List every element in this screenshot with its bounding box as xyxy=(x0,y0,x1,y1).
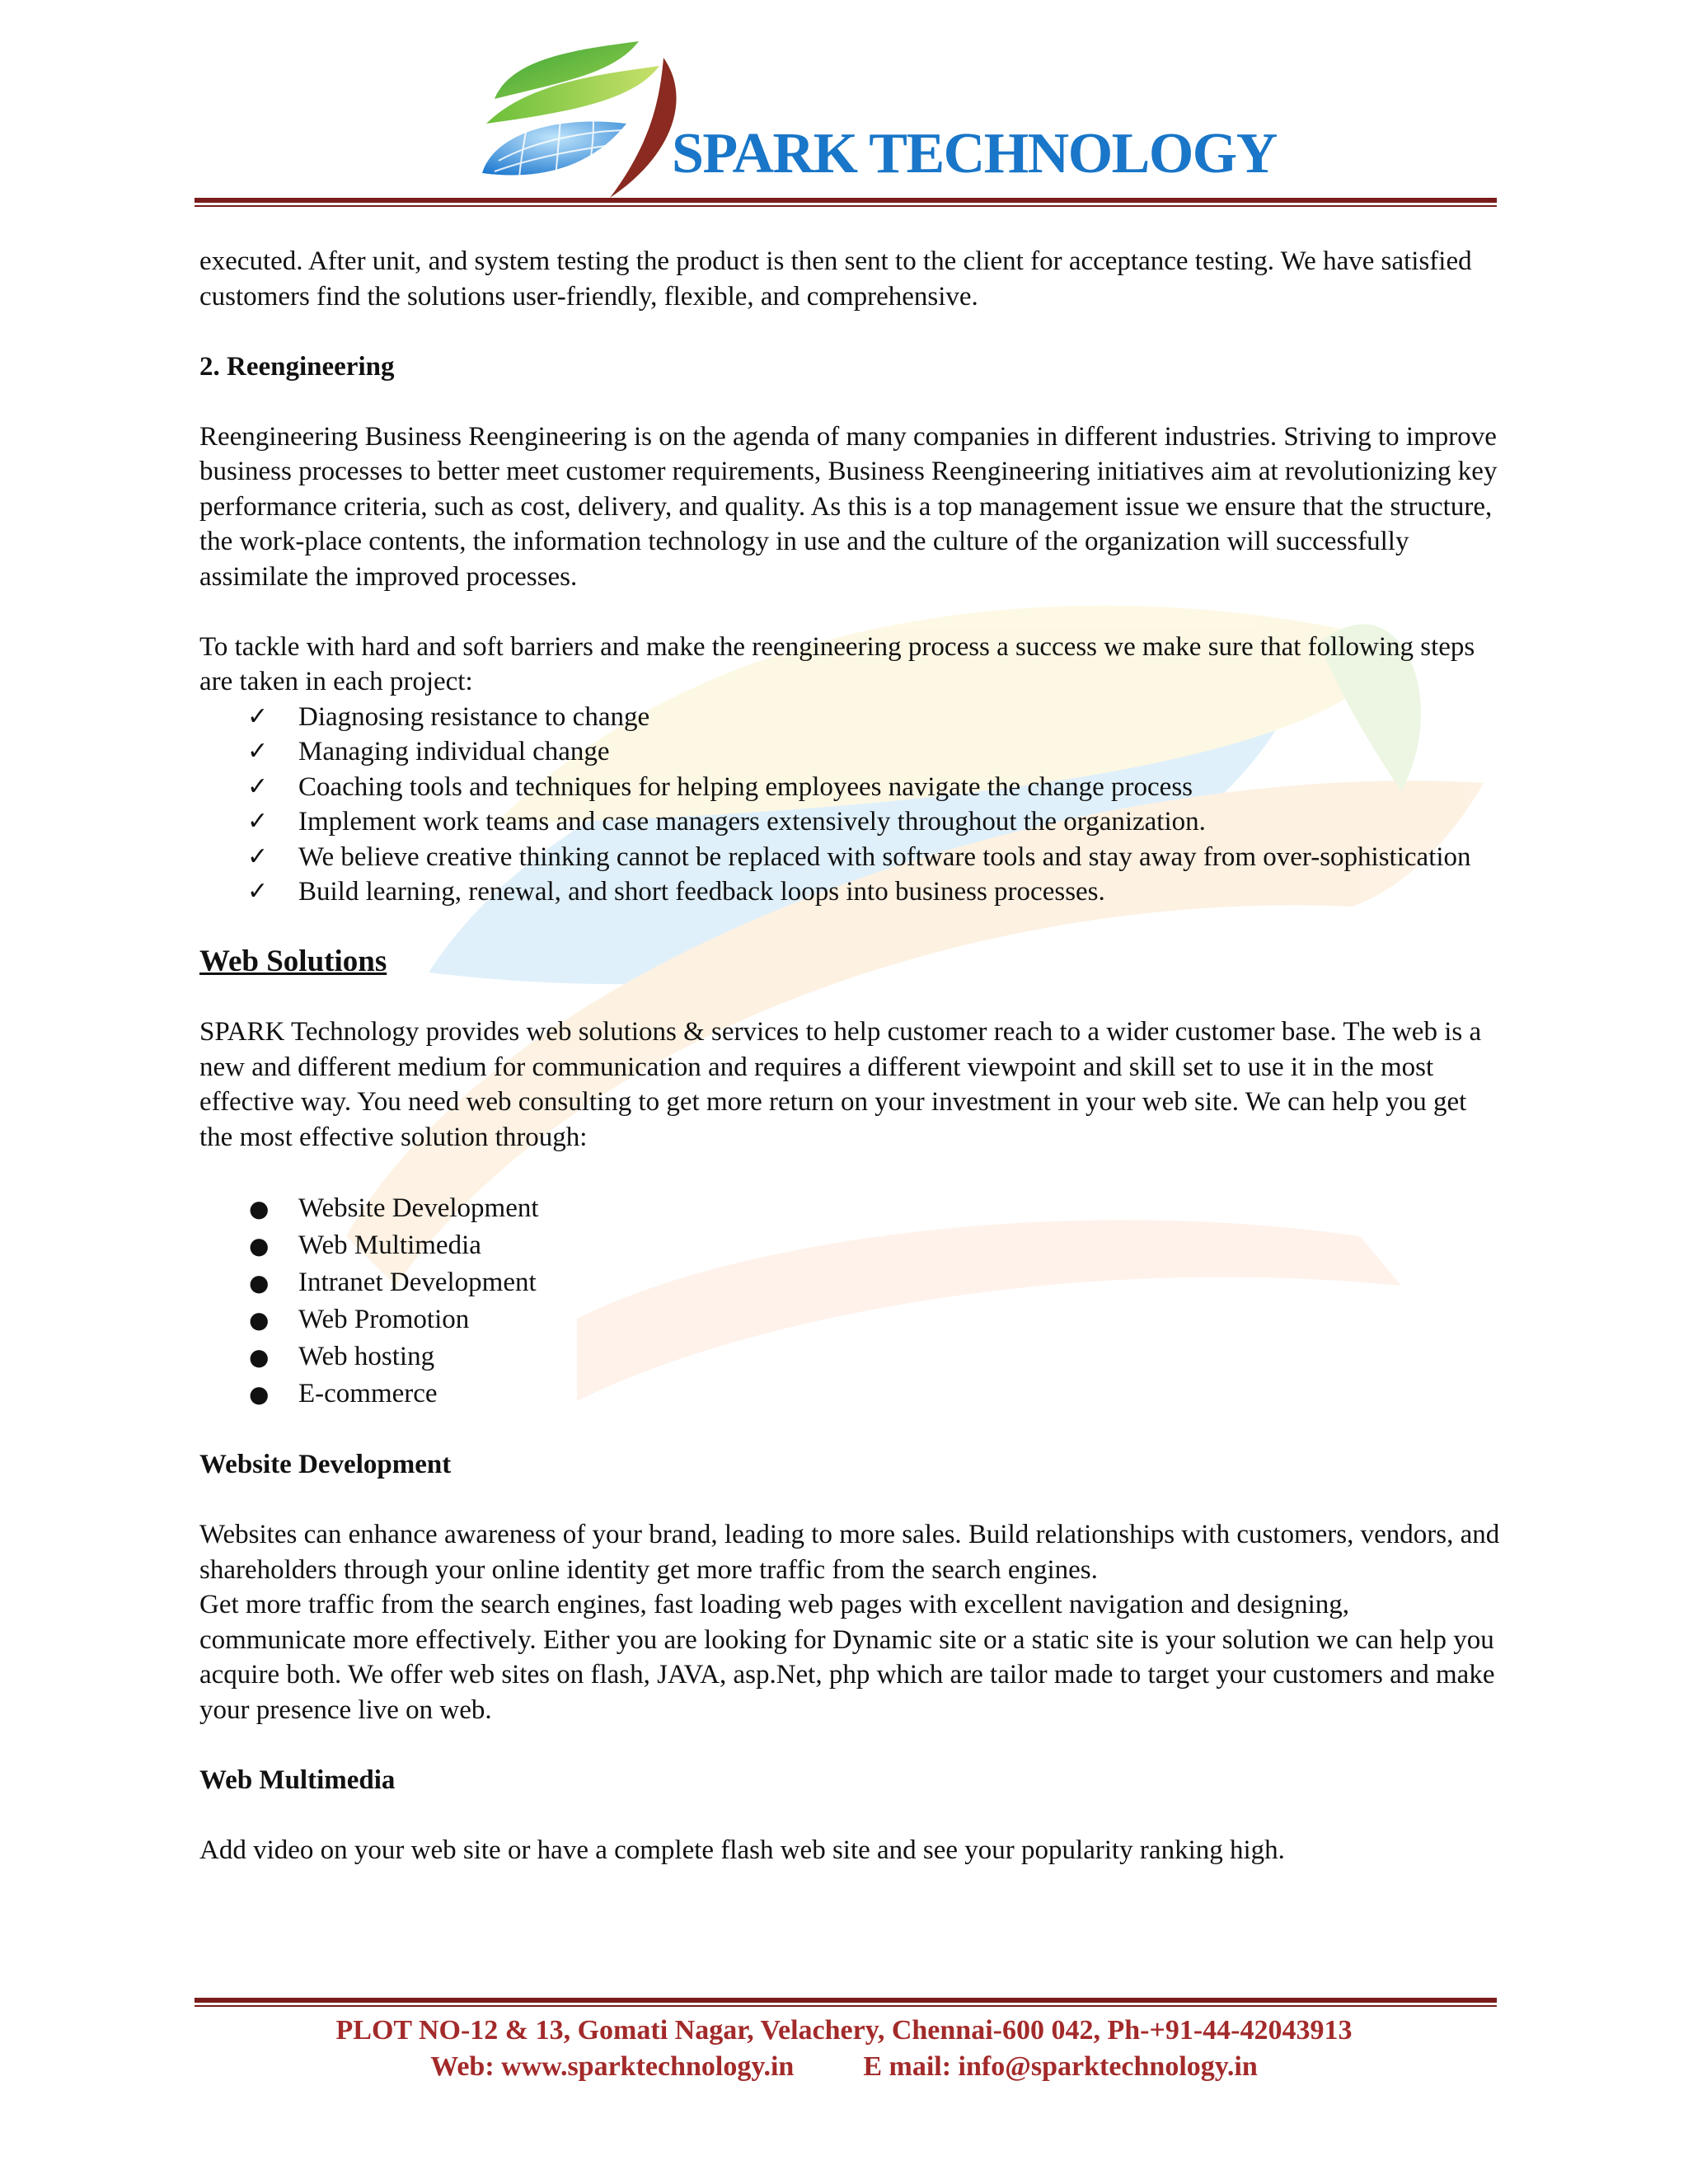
list-item: ✓ We believe creative thinking cannot be replaced with software tools and stay away from over-sophistication xyxy=(199,840,1502,875)
list-item: ● Web Promotion xyxy=(199,1301,1502,1338)
reengineering-paragraph-2: To tackle with hard and soft barriers and make the reengineering process a success we make sure that following steps are taken in each project: xyxy=(199,631,1475,696)
list-item: ✓ Coaching tools and techniques for helping employees navigate the change process xyxy=(199,770,1502,805)
list-item: ● E-commerce xyxy=(199,1376,1502,1413)
list-item: ● Web hosting xyxy=(199,1338,1502,1376)
reengineering-steps-list xyxy=(199,700,1502,910)
website-development-paragraph-1: Websites can enhance awareness of your brand, leading to more sales. Build relationships with customers, vendors, and shareholders through your online identity get more traffic from the search engines. xyxy=(199,1520,1500,1585)
logo-icon xyxy=(462,25,692,206)
list-item: ✓ Managing individual change xyxy=(199,734,1502,770)
website-development-heading: Website Development xyxy=(199,1450,452,1479)
footer-rule xyxy=(195,1998,1497,2007)
checkmark-icon: ✓ xyxy=(247,737,269,766)
intro-paragraph: executed. After unit, and system testing the product is then sent to the client for acceptance testing. We have satisfied customers find the solutions user-friendly, flexible, and comprehensive. xyxy=(199,246,1472,312)
bullet-icon: ● xyxy=(249,1305,270,1333)
bullet-icon: ● xyxy=(249,1194,270,1222)
document-body xyxy=(199,244,1502,1868)
footer-email-link[interactable]: E mail: info@sparktechnology.in xyxy=(863,2051,1258,2082)
reengineering-paragraph-1: Reengineering Business Reengineering is on the agenda of many companies in different industries. Striving to improve business processes to better meet customer requirements, Business Reengineering initiatives aim at revolutionizing key performance criteria, such as cost, delivery, and quality. As this is a top management issue we ensure that the structure, the work-place contents, the information technology in use and the culture of the organization will successfully assimilate the improved processes. xyxy=(199,421,1498,592)
list-item: ✓ Diagnosing resistance to change xyxy=(199,700,1502,735)
list-item: ● Intranet Development xyxy=(199,1264,1502,1301)
web-multimedia-paragraph: Add video on your web site or have a complete flash web site and see your popularity ranking high. xyxy=(199,1835,1285,1865)
checkmark-icon: ✓ xyxy=(247,807,269,836)
checkmark-icon: ✓ xyxy=(247,701,269,731)
web-solutions-list xyxy=(199,1190,1502,1413)
list-item: ✓ Build learning, renewal, and short feedback loops into business processes. xyxy=(199,874,1502,910)
brand-name: SPARK TECHNOLOGY xyxy=(672,122,1277,185)
footer-web-link[interactable]: Web: www.sparktechnology.in xyxy=(430,2051,795,2082)
list-item: ● Website Development xyxy=(199,1190,1502,1227)
list-item: ✓ Implement work teams and case managers extensively throughout the organization. xyxy=(199,804,1502,840)
list-item: ● Web Multimedia xyxy=(199,1227,1502,1264)
footer xyxy=(0,2013,1688,2085)
bullet-icon: ● xyxy=(249,1343,270,1371)
header-rule xyxy=(195,198,1497,207)
checkmark-icon: ✓ xyxy=(247,771,269,801)
web-solutions-heading: Web Solutions xyxy=(199,944,387,978)
checkmark-icon: ✓ xyxy=(247,841,269,871)
web-multimedia-heading: Web Multimedia xyxy=(199,1765,396,1795)
footer-address: PLOT NO-12 & 13, Gomati Nagar, Velachery, Chennai-600 042, Ph-+91-44-42043913 xyxy=(335,2015,1353,2046)
website-development-paragraph-2: Get more traffic from the search engines, fast loading web pages with excellent navigation and designing, communicate more effectively. Either you are looking for Dynamic site or a static site is your solution we can help you acquire both. We offer web sites on flash, JAVA, asp.Net, php which are tailor made to target your customers and make your presence live on web. xyxy=(199,1590,1495,1725)
web-solutions-paragraph: SPARK Technology provides web solutions & services to help customer reach to a wider customer base. The web is a new and different medium for communication and requires a different viewpoint and skill set to use it in the most effective way. You need web consulting to get more return on your investment in your web site. We can help you get the most effective solution through: xyxy=(199,1017,1482,1152)
checkmark-icon: ✓ xyxy=(247,877,269,906)
reengineering-heading: 2. Reengineering xyxy=(199,351,395,382)
bullet-icon: ● xyxy=(249,1231,270,1259)
bullet-icon: ● xyxy=(249,1380,270,1408)
bullet-icon: ● xyxy=(249,1268,270,1296)
